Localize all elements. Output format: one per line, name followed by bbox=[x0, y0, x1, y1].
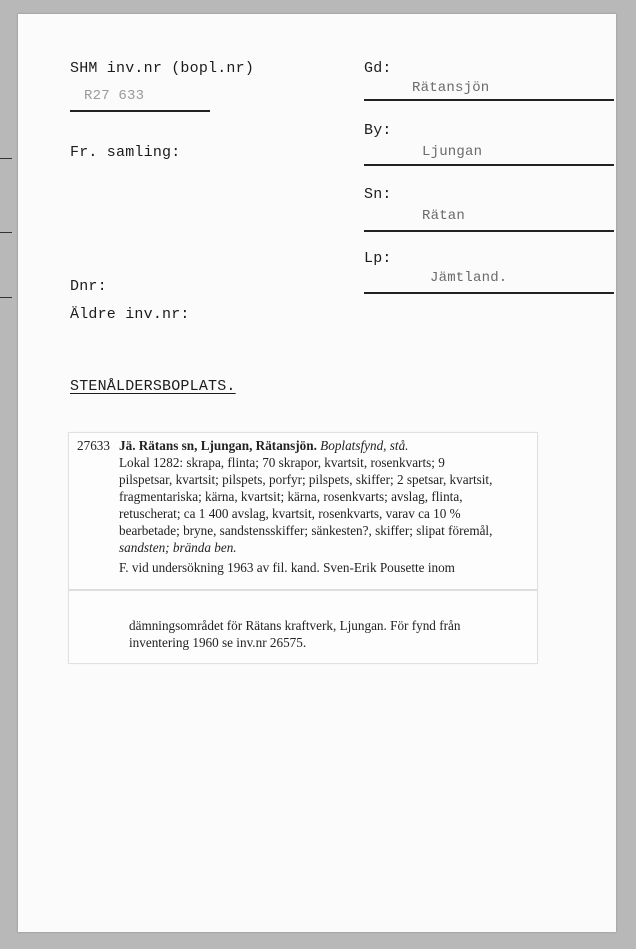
lp-rule bbox=[364, 292, 614, 294]
sn-label: Sn: bbox=[364, 186, 392, 203]
gd-rule bbox=[364, 99, 614, 101]
inv-value: R27 633 bbox=[84, 88, 145, 104]
fr-samling-label: Fr. samling: bbox=[70, 144, 181, 161]
slip1-line: retuscherat; ca 1 400 avslag, kvartsit, rosenkvarts, varav ca 10 % bbox=[119, 506, 461, 521]
aldre-inv-label: Äldre inv.nr: bbox=[70, 306, 190, 323]
slip1-line: bearbetade; bryne, sandstensskiffer; sänkesten?, skiffer; slipat föremål, bbox=[119, 523, 493, 538]
sn-value: Rätan bbox=[422, 208, 466, 224]
inv-label: SHM inv.nr (bopl.nr) bbox=[70, 60, 255, 77]
by-rule bbox=[364, 164, 614, 166]
inv-rule bbox=[70, 110, 210, 112]
slip1-heading-text: Jä. Rätans sn, Ljungan, Rätansjön. bbox=[119, 438, 317, 453]
edge-mark bbox=[0, 297, 12, 298]
slip1-line: fragmentariska; kärna, kvartsit; kärna, rosenkvarts; avslag, flinta, bbox=[119, 489, 463, 504]
by-value: Ljungan bbox=[422, 144, 483, 160]
slip2-line: dämningsområdet för Rätans kraftverk, Ljungan. För fynd från bbox=[129, 618, 461, 633]
sn-rule bbox=[364, 230, 614, 232]
lp-label: Lp: bbox=[364, 250, 392, 267]
slip1-line: Lokal 1282: skrapa, flinta; 70 skrapor, kvartsit, rosenkvarts; 9 bbox=[119, 455, 445, 470]
slip1-line: pilspetsar, kvartsit; pilspets, porfyr; pilspets, skiffer; 2 spetsar, kvartsit, bbox=[119, 472, 493, 487]
slip1-heading bbox=[119, 437, 408, 454]
slip1-line: F. vid undersökning 1963 av fil. kand. Sven-Erik Pousette inom bbox=[119, 560, 455, 575]
edge-mark bbox=[0, 232, 12, 233]
slip1-line: sandsten; brända ben. bbox=[119, 540, 237, 555]
slip2-line: inventering 1960 se inv.nr 26575. bbox=[129, 635, 307, 650]
lp-value: Jämtland. bbox=[430, 270, 508, 286]
edge-mark bbox=[0, 158, 12, 159]
catalog-slip-2 bbox=[68, 590, 538, 664]
category-heading: STENÅLDERSBOPLATS. bbox=[70, 378, 236, 395]
slip1-heading-note: Boplatsfynd, stå. bbox=[320, 438, 409, 453]
catalog-card bbox=[18, 14, 616, 932]
by-label: By: bbox=[364, 122, 392, 139]
gd-value: Rätansjön bbox=[412, 80, 490, 96]
catalog-slip-1 bbox=[68, 432, 538, 590]
gd-label: Gd: bbox=[364, 60, 392, 77]
dnr-label: Dnr: bbox=[70, 278, 107, 295]
slip1-number: 27633 bbox=[77, 438, 110, 453]
